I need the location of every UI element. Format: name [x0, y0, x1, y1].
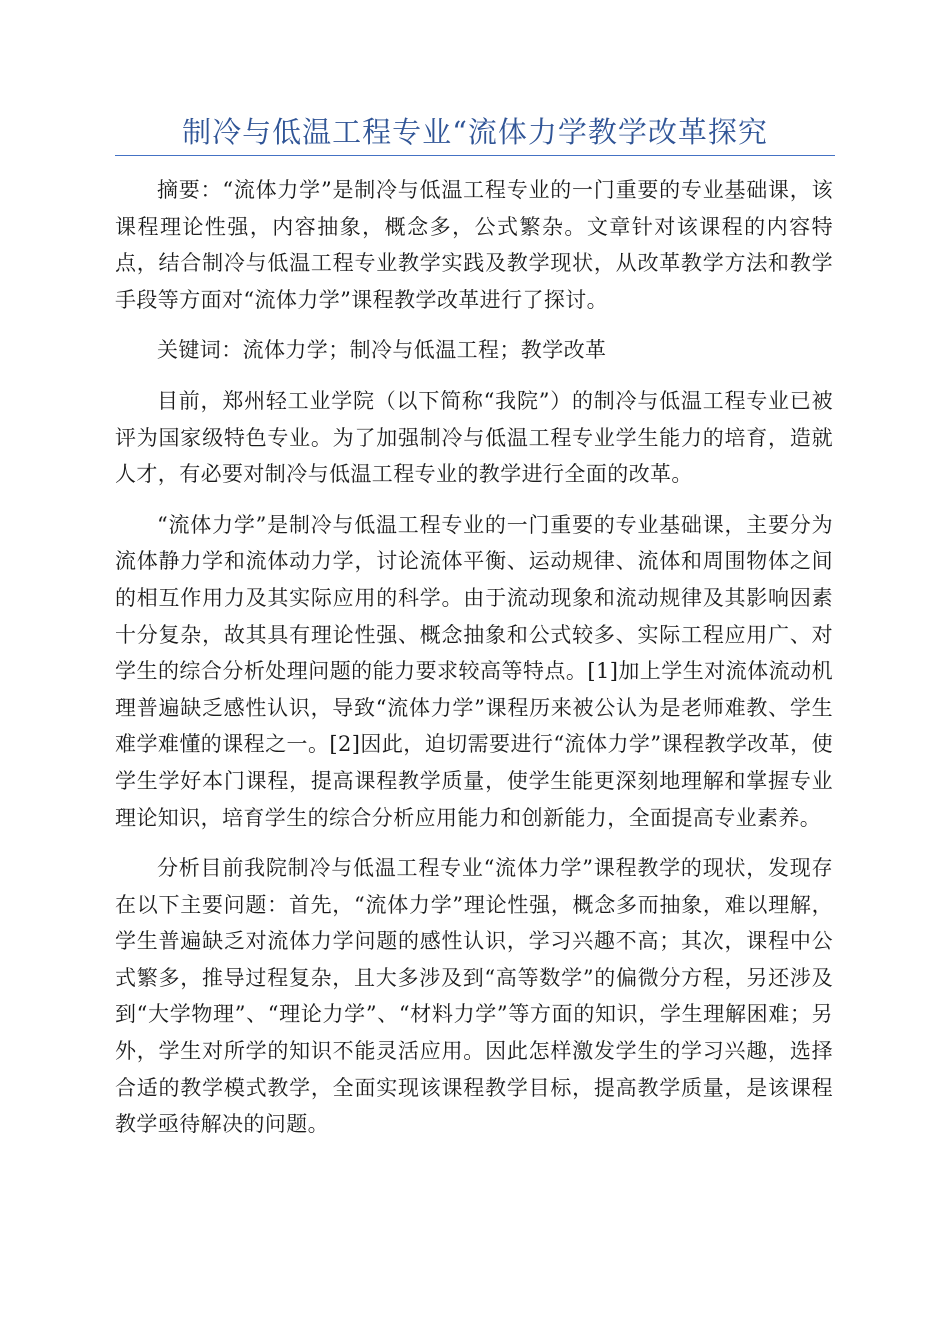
- abstract-paragraph: 摘要：“流体力学”是制冷与低温工程专业的一门重要的专业基础课，该课程理论性强，内容抽象，概念多，公式繁杂。文章针对该课程的内容特点，结合制冷与低温工程专业教学实践及教学现状，从改革教学方法和教学手段等方面对“流体力学”课程教学改革进行了探讨。: [115, 178, 833, 312]
- keywords-paragraph: 关键词：流体力学；制冷与低温工程；教学改革: [157, 338, 607, 363]
- document-title: 制冷与低温工程专业“流体力学教学改革探究: [182, 115, 768, 149]
- title-underline: [115, 155, 835, 156]
- document-body: [115, 172, 833, 1157]
- body-paragraph: 目前，郑州轻工业学院（以下简称“我院”）的制冷与低温工程专业已被评为国家级特色专业。为了加强制冷与低温工程专业学生能力的培育，造就人才，有必要对制冷与低温工程专业的教学进行全面的改革。: [115, 388, 833, 487]
- body-paragraph: 分析目前我院制冷与低温工程专业“流体力学”课程教学的现状，发现存在以下主要问题：首先，“流体力学”理论性强，概念多而抽象，难以理解，学生普遍缺乏对流体力学问题的感性认识，学习兴趣不高；其次，课程中公式繁多，推导过程复杂，且大多涉及到“高等数学”的偏微分方程，另还涉及到“大学物理”、“理论力学”、“材料力学”等方面的知识，学生理解困难；另外，学生对所学的知识不能灵活应用。因此怎样激发学生的学习兴趣，选择合适的教学模式教学，全面实现该课程教学目标，提高教学质量，是该课程教学亟待解决的问题。: [115, 856, 833, 1137]
- body-paragraph: “流体力学”是制冷与低温工程专业的一门重要的专业基础课，主要分为流体静力学和流体动力学，讨论流体平衡、运动规律、流体和周围物体之间的相互作用力及其实际应用的科学。由于流动现象和流动规律及其影响因素十分复杂，故其具有理论性强、概念抽象和公式较多、实际工程应用广、对学生的综合分析处理问题的能力要求较高等特点。[1]加上学生对流体流动机理普遍缺乏感性认识，导致“流体力学”课程历来被公认为是老师难教、学生难学难懂的课程之一。[2]因此，迫切需要进行“流体力学”课程教学改革，使学生学好本门课程，提高课程教学质量，使学生能更深刻地理解和掌握专业理论知识，培育学生的综合分析应用能力和创新能力，全面提高专业素养。: [115, 512, 833, 830]
